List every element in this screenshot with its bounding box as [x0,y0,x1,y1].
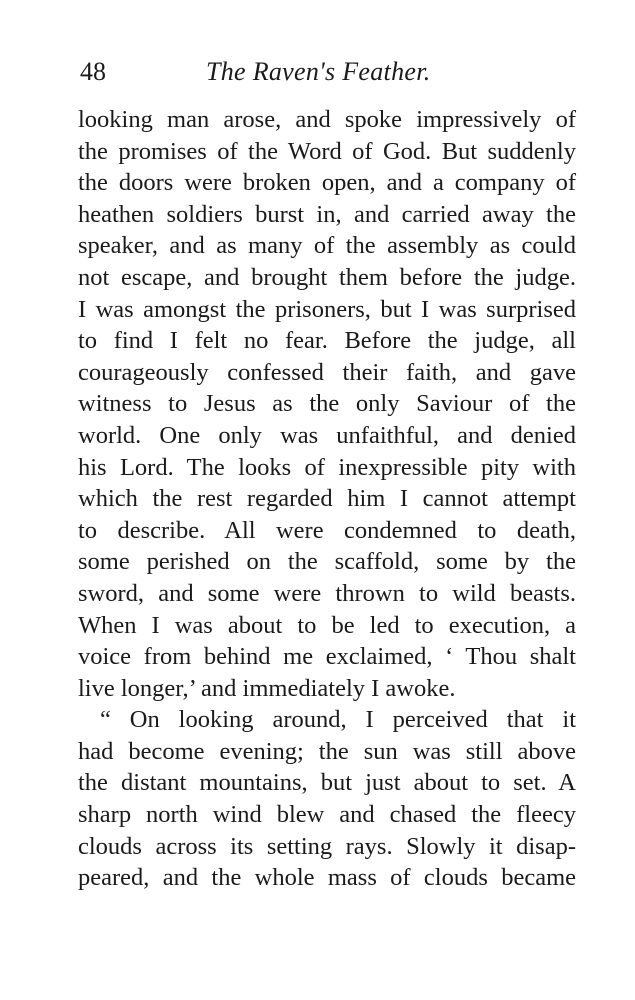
text-line: some perished on the scaffold, some by the [78,548,576,576]
body-text [78,104,576,894]
text-line: witness to Jesus as the only Saviour of the [78,390,576,418]
text-line: courageously confessed their faith, and gave [78,358,576,386]
text-line: voice from behind me exclaimed, ‘ Thou shalt [78,643,576,671]
text-line: which the rest regarded him I cannot attempt [78,485,576,513]
text-line: world. One only was unfaithful, and denied [78,421,576,449]
text-line: I was amongst the prisoners, but I was surprised [78,295,576,323]
text-line: looking man arose, and spoke impressively of [78,106,576,133]
text-line-paragraph-end: live longer,’ and immediately I awoke. [78,674,456,702]
text-line: the promises of the Word of God. But suddenly [78,137,576,165]
text-line: sharp north wind blew and chased the fleecy [78,801,576,829]
text-line-paragraph-start: “ On looking around, I perceived that it [100,706,576,734]
running-title: The Raven's Feather. [206,57,431,86]
text-line: heathen soldiers burst in, and carried away the [78,200,576,228]
text-line: peared, and the whole mass of clouds became [78,864,576,892]
text-line: the doors were broken open, and a company of [78,169,576,197]
text-line: the distant mountains, but just about to set. A [78,769,576,797]
text-line: his Lord. The looks of inexpressible pity with [78,453,576,481]
text-line: not escape, and brought them before the judge. [78,263,576,291]
text-line: speaker, and as many of the assembly as could [78,232,576,260]
text-line: to describe. All were condemned to death, [78,516,576,544]
text-line: When I was about to be led to execution, a [78,611,576,639]
text-line: clouds across its setting rays. Slowly it disap- [78,832,576,860]
text-line: to find I felt no fear. Before the judge, all [78,327,576,355]
text-line: had become evening; the sun was still above [78,737,576,765]
page-number: 48 [80,57,106,86]
text-line: sword, and some were thrown to wild beasts. [78,579,576,607]
page-header [80,52,575,92]
